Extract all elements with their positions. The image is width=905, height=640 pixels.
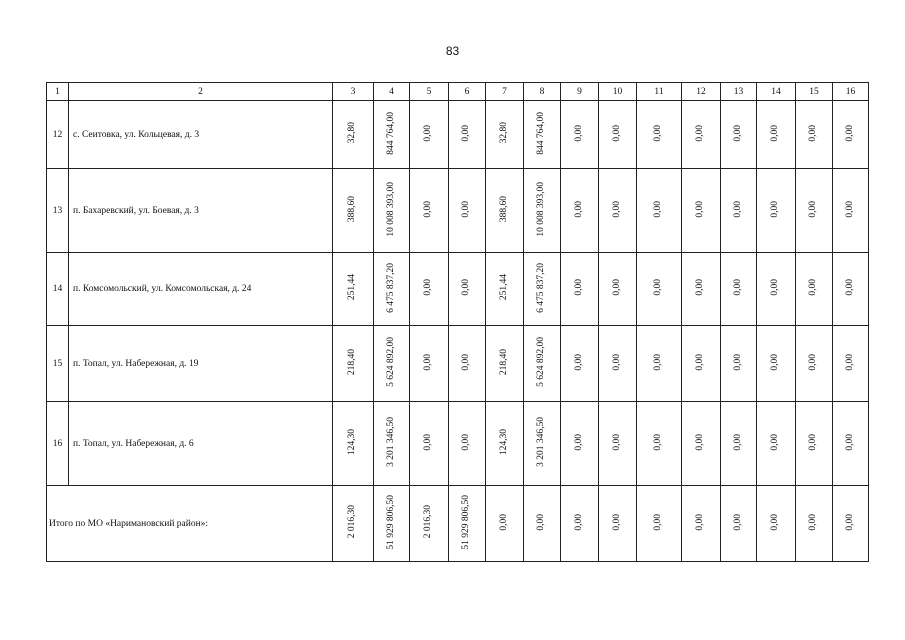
value-cell xyxy=(599,253,637,326)
value-cell xyxy=(486,101,524,169)
cell-value: 6 475 837,20 xyxy=(385,262,396,313)
cell-value: 0,00 xyxy=(808,279,819,296)
cell-value: 0,00 xyxy=(695,200,706,218)
cell-value: 0,00 xyxy=(573,279,584,296)
value-cell xyxy=(599,402,637,486)
value-cell xyxy=(757,326,796,402)
cell-value: 0,00 xyxy=(461,200,472,218)
value-cell xyxy=(682,402,721,486)
total-value: 2 016,30 xyxy=(423,505,434,539)
cell-value: 0,00 xyxy=(611,433,622,451)
total-label: Итого по МО «Наримановский район»: xyxy=(47,486,333,562)
total-value-cell xyxy=(637,486,682,562)
cell-value: 0,00 xyxy=(808,124,819,142)
column-header: 10 xyxy=(599,83,637,101)
row-number: 16 xyxy=(47,402,69,486)
cell-value: 32,80 xyxy=(498,122,509,144)
cell-value: 0,00 xyxy=(770,124,781,142)
value-cell xyxy=(833,253,869,326)
cell-value: 124,30 xyxy=(498,428,509,456)
value-cell xyxy=(721,169,757,253)
total-value-cell xyxy=(757,486,796,562)
column-header: 13 xyxy=(721,83,757,101)
total-value-cell xyxy=(561,486,599,562)
column-header: 15 xyxy=(796,83,833,101)
column-header: 2 xyxy=(69,83,333,101)
total-value-cell xyxy=(599,486,637,562)
total-value-cell xyxy=(721,486,757,562)
cell-value: 0,00 xyxy=(573,124,584,142)
cell-value: 0,00 xyxy=(653,200,664,218)
total-value-cell xyxy=(796,486,833,562)
value-cell xyxy=(524,169,561,253)
cell-value: 0,00 xyxy=(770,200,781,218)
table-row xyxy=(47,326,869,402)
row-number: 13 xyxy=(47,169,69,253)
cell-value: 6 475 837,20 xyxy=(536,262,547,313)
value-cell xyxy=(599,326,637,402)
value-cell xyxy=(524,326,561,402)
cell-value: 0,00 xyxy=(808,353,819,371)
cell-value: 251,44 xyxy=(498,274,509,301)
total-value: 0,00 xyxy=(498,513,509,531)
row-number: 12 xyxy=(47,101,69,169)
cell-value: 388,60 xyxy=(498,195,509,223)
cell-value: 0,00 xyxy=(732,124,743,142)
total-value: 51 929 806,50 xyxy=(385,494,396,550)
cell-value: 0,00 xyxy=(461,279,472,296)
value-cell xyxy=(486,326,524,402)
total-value: 0,00 xyxy=(844,513,855,531)
value-cell xyxy=(637,169,682,253)
value-cell xyxy=(833,169,869,253)
cell-value: 0,00 xyxy=(461,433,472,451)
total-value: 51 929 806,50 xyxy=(461,494,472,550)
total-value: 0,00 xyxy=(611,513,622,531)
cell-value: 0,00 xyxy=(732,353,743,371)
cell-value: 0,00 xyxy=(732,279,743,296)
row-number: 15 xyxy=(47,326,69,402)
value-cell xyxy=(524,101,561,169)
value-cell xyxy=(796,402,833,486)
value-cell xyxy=(757,101,796,169)
cell-value: 0,00 xyxy=(695,279,706,296)
value-cell xyxy=(374,253,410,326)
value-cell xyxy=(796,101,833,169)
cell-value: 0,00 xyxy=(770,279,781,296)
value-cell xyxy=(449,169,486,253)
column-header: 12 xyxy=(682,83,721,101)
cell-value: 3 201 346,50 xyxy=(385,417,396,467)
column-header: 9 xyxy=(561,83,599,101)
cell-value: 10 008 393,00 xyxy=(385,181,396,237)
cell-value: 0,00 xyxy=(423,200,434,218)
value-cell xyxy=(721,253,757,326)
value-cell xyxy=(333,402,374,486)
total-value-cell xyxy=(449,486,486,562)
value-cell xyxy=(637,402,682,486)
cell-value: 0,00 xyxy=(611,124,622,142)
value-cell xyxy=(561,169,599,253)
value-cell xyxy=(524,402,561,486)
value-cell xyxy=(410,169,449,253)
value-cell xyxy=(637,101,682,169)
cell-value: 251,44 xyxy=(347,274,358,301)
row-address: с. Сеитовка, ул. Кольцевая, д. 3 xyxy=(69,101,333,169)
cell-value: 0,00 xyxy=(770,433,781,451)
value-cell xyxy=(757,253,796,326)
cell-value: 0,00 xyxy=(423,353,434,371)
cell-value: 388,60 xyxy=(347,195,358,223)
cell-value: 0,00 xyxy=(732,200,743,218)
column-header: 5 xyxy=(410,83,449,101)
value-cell xyxy=(721,402,757,486)
cell-value: 0,00 xyxy=(611,353,622,371)
value-cell xyxy=(486,253,524,326)
total-value: 0,00 xyxy=(536,513,547,531)
value-cell xyxy=(524,253,561,326)
value-cell xyxy=(374,326,410,402)
cell-value: 0,00 xyxy=(653,433,664,451)
cell-value: 218,40 xyxy=(347,348,358,376)
cell-value: 0,00 xyxy=(844,279,855,296)
cell-value: 0,00 xyxy=(573,433,584,451)
cell-value: 0,00 xyxy=(423,124,434,142)
total-value: 0,00 xyxy=(808,513,819,531)
total-value: 0,00 xyxy=(732,513,743,531)
value-cell xyxy=(410,402,449,486)
value-cell xyxy=(374,402,410,486)
total-value-cell xyxy=(410,486,449,562)
cell-value: 0,00 xyxy=(573,353,584,371)
column-header: 6 xyxy=(449,83,486,101)
cell-value: 0,00 xyxy=(573,200,584,218)
value-cell xyxy=(721,101,757,169)
table-row xyxy=(47,169,869,253)
value-cell xyxy=(637,253,682,326)
cell-value: 0,00 xyxy=(844,200,855,218)
total-value: 0,00 xyxy=(695,513,706,531)
cell-value: 0,00 xyxy=(844,124,855,142)
cell-value: 0,00 xyxy=(844,433,855,451)
column-header: 7 xyxy=(486,83,524,101)
cell-value: 0,00 xyxy=(653,353,664,371)
value-cell xyxy=(333,101,374,169)
row-address: п. Топал, ул. Набережная, д. 19 xyxy=(69,326,333,402)
column-header: 14 xyxy=(757,83,796,101)
total-value-cell xyxy=(333,486,374,562)
value-cell xyxy=(599,101,637,169)
value-cell xyxy=(637,326,682,402)
cell-value: 0,00 xyxy=(695,353,706,371)
cell-value: 0,00 xyxy=(653,279,664,296)
value-cell xyxy=(486,169,524,253)
cell-value: 0,00 xyxy=(423,279,434,296)
value-cell xyxy=(410,253,449,326)
cell-value: 124,30 xyxy=(347,428,358,456)
cell-value: 0,00 xyxy=(461,353,472,371)
value-cell xyxy=(374,169,410,253)
column-header: 16 xyxy=(833,83,869,101)
total-value: 0,00 xyxy=(573,513,584,531)
value-cell xyxy=(561,253,599,326)
value-cell xyxy=(561,402,599,486)
total-value-cell xyxy=(833,486,869,562)
value-cell xyxy=(757,402,796,486)
total-row xyxy=(47,486,869,562)
column-header: 4 xyxy=(374,83,410,101)
value-cell xyxy=(682,169,721,253)
total-value: 2 016,30 xyxy=(347,505,358,539)
cell-value: 5 624 892,00 xyxy=(385,337,396,387)
value-cell xyxy=(833,402,869,486)
value-cell xyxy=(757,169,796,253)
value-cell xyxy=(333,169,374,253)
column-header: 3 xyxy=(333,83,374,101)
value-cell xyxy=(410,326,449,402)
total-value-cell xyxy=(524,486,561,562)
value-cell xyxy=(486,402,524,486)
cell-value: 0,00 xyxy=(423,433,434,451)
value-cell xyxy=(449,253,486,326)
value-cell xyxy=(449,326,486,402)
value-cell xyxy=(796,253,833,326)
table-row xyxy=(47,253,869,326)
cell-value: 844 764,00 xyxy=(385,111,396,155)
value-cell xyxy=(449,402,486,486)
value-cell xyxy=(796,169,833,253)
value-cell xyxy=(721,326,757,402)
table-row xyxy=(47,402,869,486)
row-number: 14 xyxy=(47,253,69,326)
value-cell xyxy=(449,101,486,169)
value-cell xyxy=(561,326,599,402)
cell-value: 0,00 xyxy=(653,124,664,142)
cell-value: 0,00 xyxy=(732,433,743,451)
value-cell xyxy=(374,101,410,169)
cell-value: 844 764,00 xyxy=(536,111,547,155)
cell-value: 5 624 892,00 xyxy=(536,337,547,387)
row-address: п. Комсомольский, ул. Комсомольская, д. 24 xyxy=(69,253,333,326)
value-cell xyxy=(599,169,637,253)
cell-value: 3 201 346,50 xyxy=(536,417,547,467)
cell-value: 0,00 xyxy=(695,433,706,451)
cell-value: 0,00 xyxy=(808,433,819,451)
table-header-row xyxy=(47,83,869,101)
total-value-cell xyxy=(486,486,524,562)
row-address: п. Бахаревский, ул. Боевая, д. 3 xyxy=(69,169,333,253)
cell-value: 0,00 xyxy=(461,124,472,142)
cell-value: 0,00 xyxy=(770,353,781,371)
value-cell xyxy=(561,101,599,169)
page-number: 83 xyxy=(445,44,460,58)
total-value-cell xyxy=(682,486,721,562)
cell-value: 0,00 xyxy=(808,200,819,218)
value-cell xyxy=(682,101,721,169)
value-cell xyxy=(333,253,374,326)
cell-value: 0,00 xyxy=(611,279,622,296)
total-value-cell xyxy=(374,486,410,562)
cell-value: 0,00 xyxy=(695,124,706,142)
data-table xyxy=(46,82,869,562)
value-cell xyxy=(833,101,869,169)
cell-value: 10 008 393,00 xyxy=(536,181,547,237)
cell-value: 32,80 xyxy=(347,122,358,144)
column-header: 11 xyxy=(637,83,682,101)
cell-value: 0,00 xyxy=(844,353,855,371)
cell-value: 218,40 xyxy=(498,348,509,376)
total-value: 0,00 xyxy=(653,513,664,531)
value-cell xyxy=(833,326,869,402)
cell-value: 0,00 xyxy=(611,200,622,218)
total-value: 0,00 xyxy=(770,513,781,531)
row-address: п. Топал, ул. Набережная, д. 6 xyxy=(69,402,333,486)
value-cell xyxy=(410,101,449,169)
table-row xyxy=(47,101,869,169)
column-header: 1 xyxy=(47,83,69,101)
value-cell xyxy=(682,326,721,402)
column-header: 8 xyxy=(524,83,561,101)
value-cell xyxy=(682,253,721,326)
value-cell xyxy=(796,326,833,402)
value-cell xyxy=(333,326,374,402)
